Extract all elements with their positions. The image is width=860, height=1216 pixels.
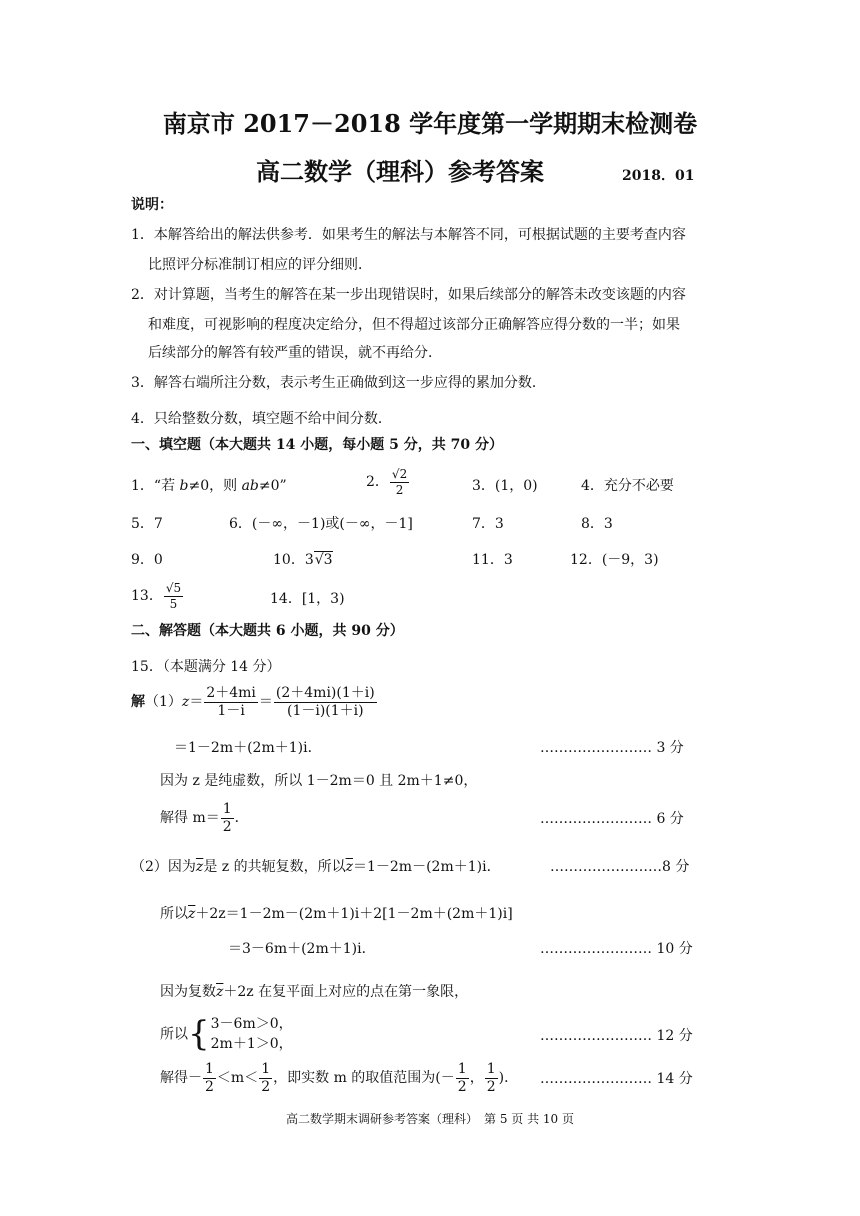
line-4-text: 解得 m＝ <box>160 810 220 827</box>
note-4: 4．只给整数分数，填空题不给中间分数． <box>131 411 392 427</box>
note-2-line-1: 2．对计算题，当考生的解答在某一步出现错误时，如果后续部分的解答未改变该题的内容 <box>131 287 686 303</box>
line-10-text-e: )． <box>498 1070 519 1087</box>
answer-1-text-b: ≠0，则 <box>188 478 242 494</box>
score-3: …………………… 3 分 <box>540 740 684 756</box>
answer-3: 3．(1，0) <box>472 478 538 494</box>
line-6-expression: ＋2z＝1－2m－(2m＋1)i＋2[1－2m＋(2m＋1)i] <box>195 906 513 922</box>
answer-14: 14．[1，3) <box>270 591 345 607</box>
inequality-1: 3－6m＞0， <box>210 1016 293 1032</box>
score-8: ……………………8 分 <box>550 859 690 875</box>
q15-line-2: ＝1－2m＋(2m＋1)i． <box>174 740 322 756</box>
answer-13 <box>131 582 184 610</box>
fraction-denominator: 2 <box>457 1078 467 1095</box>
inequality-system <box>211 1014 293 1055</box>
q15-line-1 <box>131 686 378 718</box>
part-1-label: （1） <box>145 694 182 711</box>
fraction-denominator: 2 <box>261 1078 271 1095</box>
z-conjugate: $\overline{z}$ <box>188 906 196 922</box>
fraction-numerator: 1 <box>205 1061 214 1077</box>
answer-8: 8．3 <box>581 516 613 532</box>
note-2-line-2: 和难度，可视影响的程度决定给分，但不得超过该部分正确解答应得分数的一半；如果 <box>148 317 680 333</box>
note-1-line-1: 1．本解答给出的解法供参考．如果考生的解法与本解答不同，可根据试题的主要考查内容 <box>131 227 686 243</box>
fraction-half-numerator: 1 <box>222 801 232 817</box>
answer-1 <box>131 479 287 493</box>
fraction-1-numerator: 2＋4mi <box>206 685 256 701</box>
line-4-period: ． <box>234 810 249 827</box>
section-1-heading: 一、填空题（本大题共 14 小题，每小题 5 分，共 70 分） <box>131 437 503 453</box>
note-1-line-2: 比照评分标准制订相应的评分细则． <box>148 257 372 273</box>
q15-line-7: ＝3－6m＋(2m＋1)i． <box>228 941 376 957</box>
notes-heading: 说明： <box>131 197 173 213</box>
part-2-text-a: （2）因为 <box>131 859 196 875</box>
answer-13-label: 13． <box>131 588 163 605</box>
answer-6: 6．(－∞，－1)或(－∞，－1] <box>229 516 413 532</box>
line-10-text-a: 解得－ <box>160 1070 202 1087</box>
answer-13-denominator: 5 <box>169 596 178 611</box>
answer-4: 4．充分不必要 <box>581 478 674 494</box>
answer-1-text-c: ≠0” <box>258 478 287 494</box>
fraction-half <box>259 1062 272 1094</box>
line-10-comma: ， <box>469 1070 484 1087</box>
answer-1-text-a: 1．“若 <box>131 478 180 494</box>
page-subtitle: 高二数学（理科）参考答案 <box>256 157 544 186</box>
q15-line-5 <box>131 860 501 874</box>
answer-13-fraction <box>164 582 183 610</box>
q15-line-9 <box>160 1014 293 1055</box>
fraction-2-denominator: (1－i)(1＋i) <box>286 702 364 719</box>
score-6: …………………… 6 分 <box>540 811 684 827</box>
inequality-2: 2m＋1＞0， <box>210 1036 293 1053</box>
answer-10-radical: √3 <box>314 552 333 568</box>
note-3: 3．解答右端所注分数，表示考生正确做到这一步应得的累加分数． <box>131 375 546 391</box>
line-10-text-c: ，即实数 m 的取值范围为(－ <box>273 1070 455 1087</box>
answer-13-numerator: √5 <box>165 581 182 595</box>
fraction-half <box>203 1062 216 1094</box>
fraction-2-numerator: (2＋4mi)(1＋i) <box>275 685 375 701</box>
answer-2 <box>366 468 410 496</box>
score-14: …………………… 14 分 <box>540 1071 693 1087</box>
line-10-text-b: ＜m＜ <box>216 1070 259 1087</box>
z-conjugate: $\overline{z}$ <box>195 859 204 875</box>
answer-1-var-ab: ab <box>241 478 259 494</box>
answer-1-var-b: b <box>179 478 189 494</box>
q15-line-3: 因为 z 是纯虚数，所以 1－2m＝0 且 2m＋1≠0， <box>160 773 478 789</box>
section-2-heading: 二、解答题（本大题共 6 小题，共 90 分） <box>131 623 404 639</box>
line-8-prefix: 因为复数 <box>160 984 216 1000</box>
line-9-prefix: 所以 <box>160 1026 188 1043</box>
z-conjugate: $\overline{z}$ <box>345 859 353 875</box>
answer-2-denominator: 2 <box>395 482 404 497</box>
answer-2-label: 2． <box>366 474 389 491</box>
fraction-numerator: 1 <box>457 1061 467 1077</box>
fraction-denominator: 2 <box>205 1078 214 1095</box>
question-15-heading: 15．（本题满分 14 分） <box>131 659 281 675</box>
fraction-numerator: 1 <box>261 1061 271 1077</box>
q15-line-6 <box>160 907 513 921</box>
part-2-text-b: 是 z 的共轭复数，所以 <box>203 859 346 875</box>
fraction-denominator: 2 <box>486 1078 496 1095</box>
fraction-1 <box>204 686 258 718</box>
var-z: z <box>181 694 190 711</box>
fraction-1-denominator: 1－i <box>217 702 245 719</box>
answer-2-numerator: √2 <box>391 467 408 481</box>
answer-5: 5．7 <box>131 516 163 532</box>
equals-sign: ＝ <box>189 694 204 711</box>
fraction-half <box>456 1062 469 1094</box>
equals-sign: ＝ <box>258 694 273 711</box>
document-date: 2018．01 <box>622 168 695 184</box>
score-10: …………………… 10 分 <box>540 941 693 957</box>
q15-line-4 <box>160 802 249 834</box>
part-2-text-c: ＝1－2m－(2m＋1)i． <box>352 859 501 875</box>
fraction-half <box>221 802 234 834</box>
answer-9: 9．0 <box>131 552 163 568</box>
fraction-half-denominator: 2 <box>222 818 232 835</box>
answer-10 <box>273 553 333 567</box>
system-brace: { <box>188 1014 210 1055</box>
fraction-half <box>485 1062 498 1094</box>
answer-11: 11．3 <box>472 552 513 568</box>
line-8-text: ＋2z 在复平面上对应的点在第一象限， <box>223 984 469 1000</box>
answer-7: 7．3 <box>472 516 504 532</box>
note-2-line-3: 后续部分的解答有较严重的错误，就不再给分． <box>148 345 442 361</box>
answer-2-fraction <box>390 468 409 496</box>
line-6-prefix: 所以 <box>160 906 188 922</box>
answer-10-label: 10．3 <box>273 552 314 568</box>
page-title: 南京市 2017－2018 学年度第一学期期末检测卷 <box>162 109 698 138</box>
page-footer: 高二数学期末调研参考答案（理科） 第 5 页 共 10 页 <box>286 1112 574 1126</box>
answer-12: 12．(－9，3) <box>570 552 659 568</box>
fraction-numerator: 1 <box>486 1061 496 1077</box>
z-conjugate: $\overline{z}$ <box>216 984 224 1000</box>
score-12: …………………… 12 分 <box>540 1028 693 1044</box>
fraction-2 <box>274 686 377 718</box>
q15-line-8 <box>160 985 468 999</box>
solution-label: 解 <box>131 694 145 711</box>
q15-line-10 <box>160 1062 518 1094</box>
